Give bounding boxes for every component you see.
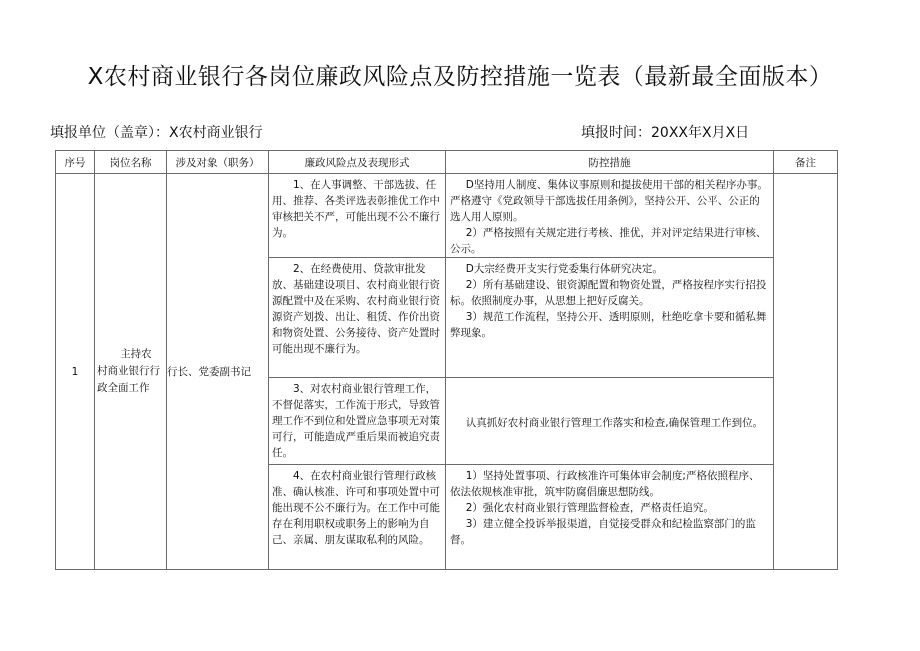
- table-row: [56, 174, 838, 258]
- risk-cell: [269, 258, 446, 378]
- header-remark: 备注: [774, 151, 838, 174]
- risk-text: 3、对农村商业银行管理工作，不督促落实，工作流于形式，导致管理工作不到位和处置应急事项无对策可行，可能造成严重后果而被追究责任。: [272, 383, 440, 459]
- header-measures: 防控措施: [446, 151, 774, 174]
- measure-text: 2）强化农村商业银行管理监督检查，严格责任追究。: [465, 502, 714, 514]
- measure-text: D大宗经费开支实行党委集行体研究决定。: [465, 263, 663, 275]
- measure-text: 3）规范工作流程，坚持公开、透明原则，杜绝吃拿卡要和循私舞弊现象。: [450, 311, 767, 339]
- header-position: 岗位名称: [95, 151, 167, 174]
- involved-object: 行长、党委副书记: [167, 174, 269, 570]
- fill-unit: 填报单位（盖章）：X农村商业银行: [50, 125, 263, 141]
- risk-cell: [269, 465, 446, 570]
- measure-text: D坚持用人制度、集体议事原则和提拔使用干部的相关程序办事。严格遵守《党政领导干部选拔任用条例》，坚持公开、公平、公正的选人用人原则。: [450, 179, 768, 223]
- measure-text: 认真抓好农村商业银行管理工作落实和检查,确保管理工作到位。: [465, 416, 764, 429]
- risk-text: 4、在农村商业银行管理行政核准、确认核准、许可和事项处置中可能出现不公不廉行为。在工作中可能存在利用职权或职务上的影响为自己、亲属、朋友谋取私利的风险。: [272, 470, 440, 546]
- position-name-line2: 村商业银行行政全面工作: [97, 365, 160, 394]
- header-risk: 廉政风险点及表现形式: [269, 151, 446, 174]
- measure-text: 2）所有基础建设、银资源配置和物资处置，严格按程序实行招投标。依照制度办事，从思想上把好反腐关。: [450, 279, 767, 307]
- fill-time: 填报时间：20XX年X月X日: [581, 125, 750, 141]
- position-name: [95, 174, 167, 570]
- header-no: 序号: [56, 151, 95, 174]
- risk-cell: [269, 174, 446, 258]
- measure-text: 1）坚持处置事项、行政核准许可集体审会制度;严格依照程序、依法依规核准审批，筑牢防腐倡廉思想防线。: [450, 470, 760, 498]
- risk-text: 2、在经费使用、贷款审批发放、基础建设项目、农村商业银行资源配置中及在采购、农村商业银行资源资产划拨、出让、租赁、作价出资和物资处置、公务接待、资产处置时可能出现不廉行为。: [272, 263, 440, 355]
- row-number: 1: [56, 174, 95, 570]
- table-header-row: [56, 151, 838, 174]
- measures-cell: [446, 378, 774, 465]
- document-title: X农村商业银行各岗位廉政风险点及防控措施一览表（最新最全面版本）: [87, 64, 833, 90]
- risk-cell: [269, 378, 446, 465]
- position-name-line1: 主持农: [120, 348, 152, 360]
- measures-cell: [446, 258, 774, 378]
- remark-cell: [774, 174, 838, 570]
- measure-text: 3）建立健全投诉举报渠道，自觉接受群众和纪检监察部门的监督。: [450, 518, 756, 546]
- header-object: 涉及对象（职务）: [167, 151, 269, 174]
- risk-table: [55, 150, 838, 570]
- risk-text: 1、在人事调整、干部选拔、任用、推荐、各类评选表彰推优工作中审核把关不严，可能出现不公不廉行为。: [272, 179, 440, 239]
- measures-cell: [446, 174, 774, 258]
- measure-text: 2）严格按照有关规定进行考核、推优，并对评定结果进行审核、公示。: [450, 227, 767, 255]
- measures-cell: [446, 465, 774, 570]
